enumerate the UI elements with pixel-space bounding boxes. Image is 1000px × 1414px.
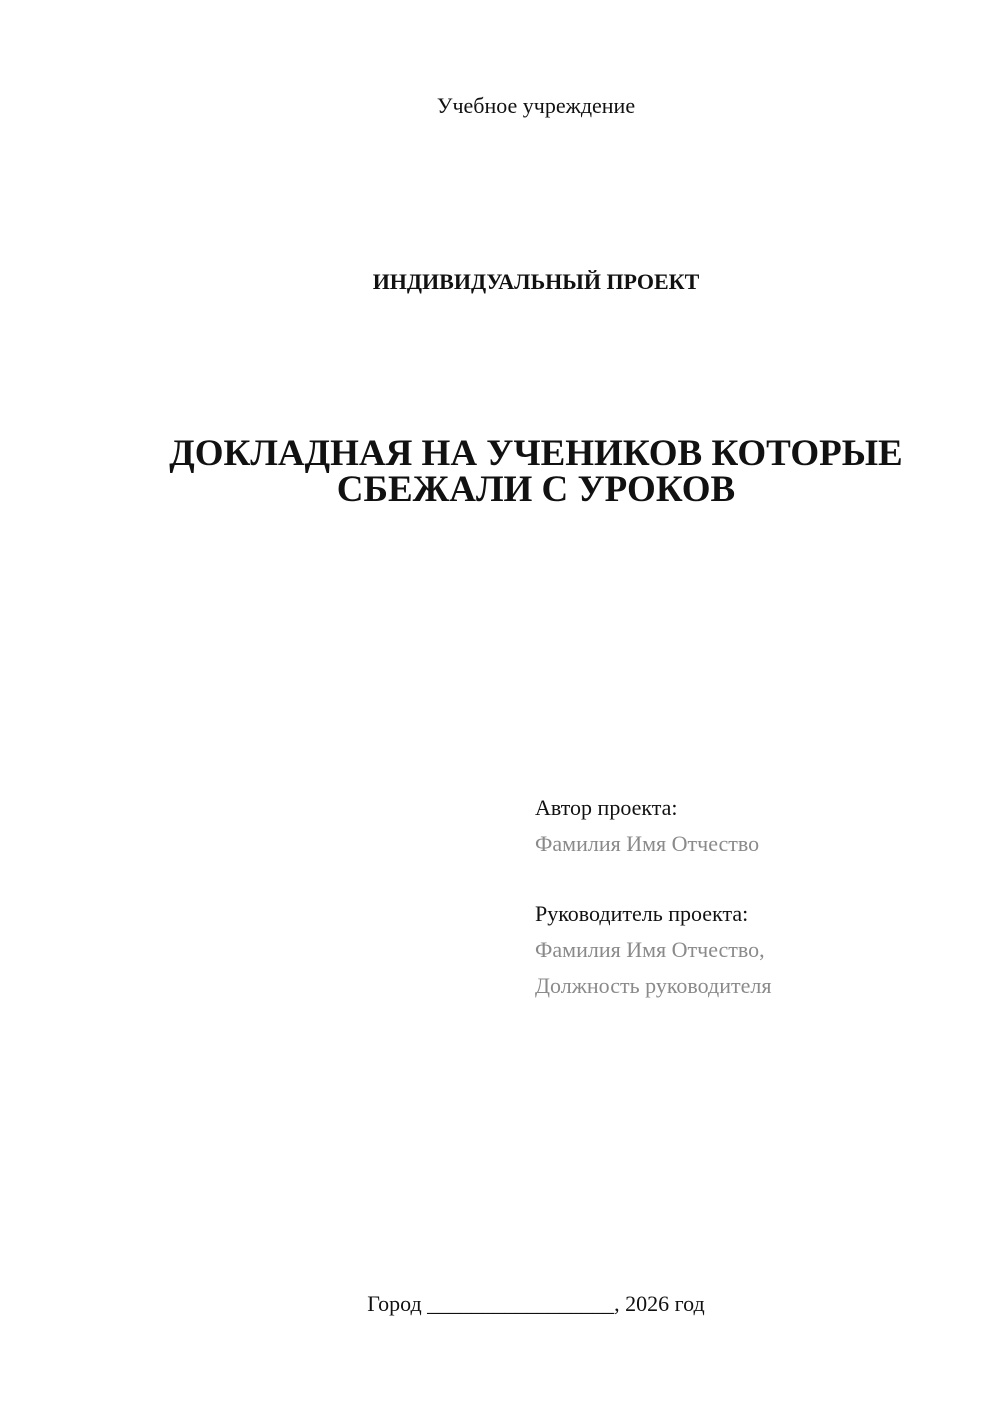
document-title bbox=[120, 433, 952, 510]
author-name: Фамилия Имя Отчество bbox=[535, 831, 760, 856]
project-type-heading: ИНДИВИДУАЛЬНЫЙ ПРОЕКТ bbox=[372, 269, 700, 294]
block-spacer bbox=[535, 862, 975, 896]
title-line-2: СБЕЖАЛИ С УРОКОВ bbox=[336, 469, 736, 510]
supervisor-name: Фамилия Имя Отчество, bbox=[535, 937, 765, 962]
author-label: Автор проекта: bbox=[535, 795, 678, 820]
title-line-1: ДОКЛАДНАЯ НА УЧЕНИКОВ КОТОРЫЕ bbox=[169, 433, 903, 474]
authors-block bbox=[535, 790, 975, 1004]
supervisor-position: Должность руководителя bbox=[535, 973, 772, 998]
institution-name: Учебное учреждение bbox=[436, 93, 636, 118]
supervisor-label: Руководитель проекта: bbox=[535, 901, 749, 926]
city-year-line: Город _________________, 2026 год bbox=[367, 1291, 705, 1316]
